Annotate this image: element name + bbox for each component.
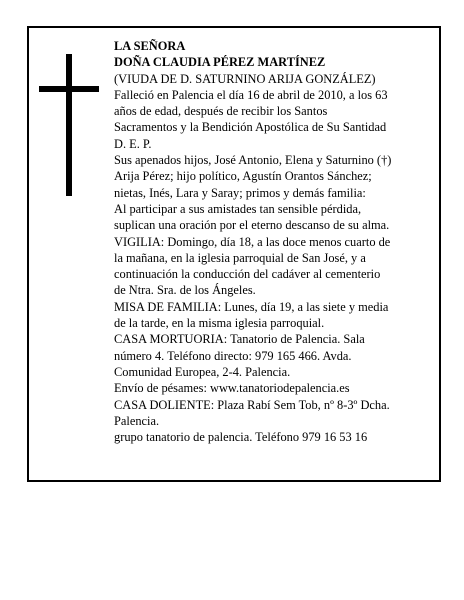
body-line: Sacramentos y la Bendición Apostólica de Su Santidad: [114, 120, 387, 135]
body-line: continuación la conducción del cadáver al cementerio: [114, 267, 381, 282]
body-line: Envío de pésames: www.tanatoriodepalencia.es: [114, 381, 350, 396]
body-line: Comunidad Europea, 2-4. Palencia.: [114, 364, 291, 379]
body-line: de la tarde, en la misma iglesia parroquial.: [114, 316, 325, 331]
body-line: nietas, Inés, Lara y Saray; primos y demás familia:: [114, 185, 366, 200]
body-line: VIGILIA: Domingo, día 18, a las doce menos cuarto de: [114, 234, 391, 249]
body-line: años de edad, después de recibir los Santos: [114, 104, 328, 119]
body-line: MISA DE FAMILIA: Lunes, día 19, a las siete y media: [114, 299, 389, 314]
body-line: CASA DOLIENTE: Plaza Rabí Sem Tob, nº 8-3º Dcha.: [114, 397, 390, 412]
body-line: D. E. P.: [114, 136, 152, 151]
body-line: número 4. Teléfono directo: 979 165 466. Avda.: [114, 348, 352, 363]
body-line: de Ntra. Sra. de los Ángeles.: [114, 283, 256, 298]
body-line: Falleció en Palencia el día 16 de abril de 2010, a los 63: [114, 87, 388, 102]
widow-of: (VIUDA DE D. SATURNINO ARIJA GONZÁLEZ): [114, 71, 376, 86]
body-line: CASA MORTUORIA: Tanatorio de Palencia. Sala: [114, 332, 365, 347]
deceased-name: DOÑA CLAUDIA PÉREZ MARTÍNEZ: [114, 55, 326, 70]
obituary-text: [114, 38, 434, 445]
body-line: Sus apenados hijos, José Antonio, Elena y Saturnino (†): [114, 153, 392, 168]
body-line: grupo tanatorio de palencia. Teléfono 979 16 53 16: [114, 430, 368, 445]
body-line: la mañana, en la iglesia parroquial de San José, y a: [114, 250, 366, 265]
cross-icon: [66, 54, 72, 196]
body-line: suplican una oración por el eterno descanso de su alma.: [114, 218, 390, 233]
body-line: Arija Pérez; hijo político, Agustín Orantos Sánchez;: [114, 169, 372, 184]
body-line: Al participar a sus amistades tan sensible pérdida,: [114, 201, 362, 216]
heading-title: LA SEÑORA: [114, 39, 186, 53]
body-line: Palencia.: [114, 413, 160, 428]
cross-icon-crossbar: [39, 86, 99, 92]
